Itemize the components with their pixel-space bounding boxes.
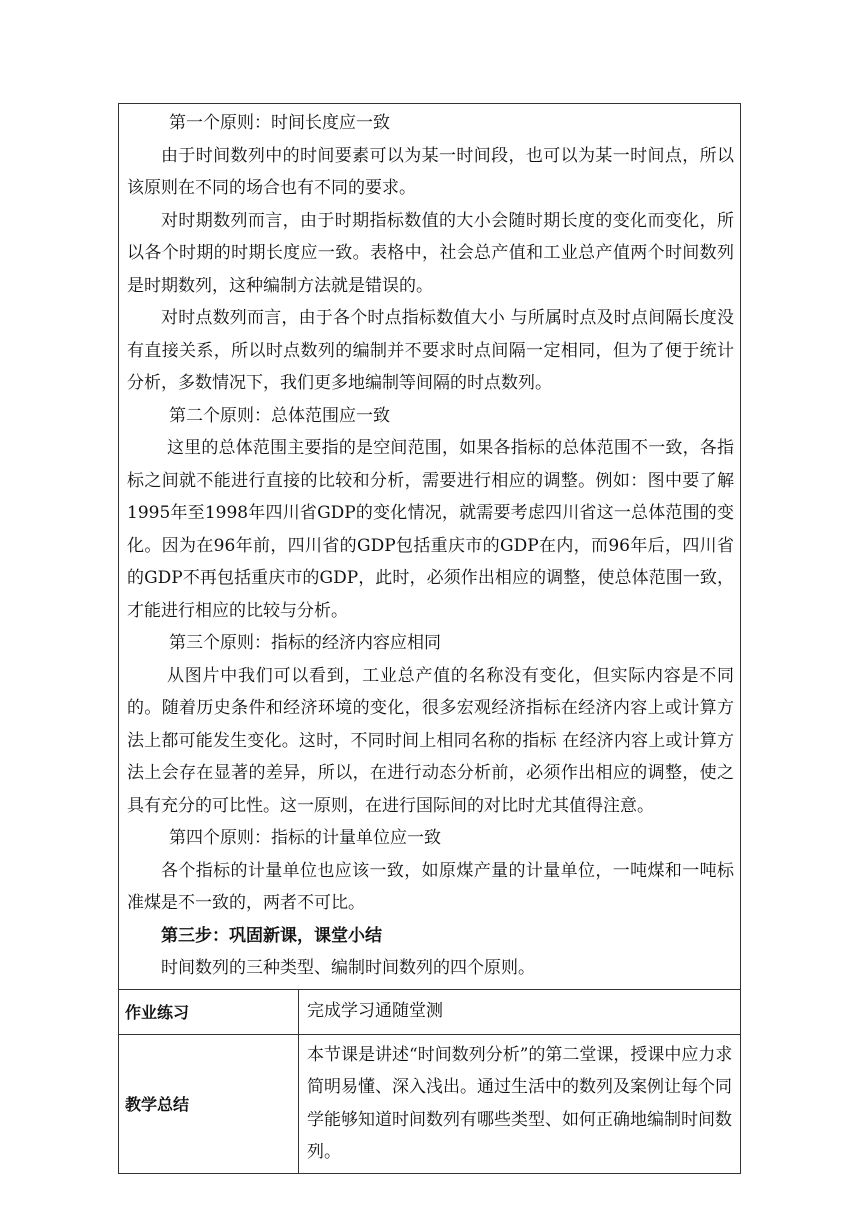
paragraph: 时间数列的三种类型、编制时间数列的四个原则。 [161,958,535,978]
principle-2-heading: 第二个原则：总体范围应一致 [169,405,390,426]
homework-value: 完成学习通随堂测 [307,1001,443,1022]
homework-label: 作业练习 [119,990,299,1034]
principle-1-heading: 第一个原则：时间长度应一致 [169,113,390,133]
summary-label: 教学总结 [119,1035,299,1173]
homework-row [119,989,740,1034]
lesson-content [119,104,740,989]
summary-row [119,1034,740,1173]
paragraph: 由于时间数列中的时间要素可以为某一时间段，也可以为某一时间点，所以该原则在不同的场合也有不同的要求。 [127,145,734,198]
paragraph: 这里的总体范围主要指的是空间范围，如果各指标的总体范围不一致，各指标之间就不能进行直接的比较和分析，需要进行相应的调整。例如：图中要了解1995年至1998年四川省GDP的变化情况，就需要考虑四川省这一总体范围的变化。因为在96年前，四川省的GDP包括重庆市的GDP在内，而96年后，四川省的GDP不再包括重庆市的GDP，此时，必须作出相应的调整，使总体范围一致，才能进行相应的比较与分析。 [127,438,734,621]
paragraph: 各个指标的计量单位也应该一致，如原煤产量的计量单位，一吨煤和一吨标准煤是不一致的，两者不可比。 [127,860,734,913]
summary-value: 本节课是讲述“时间数列分析”的第二堂课，授课中应力求简明易懂、深入浅出。通过生活中的数列及案例让每个同学能够知道时间数列有哪些类型、如何正确地编制时间数列。 [307,1044,733,1162]
paragraph: 从图片中我们可以看到，工业总产值的名称没有变化，但实际内容是不同的。随着历史条件和经济环境的变化，很多宏观经济指标在经济内容上或计算方法上都可能发生变化。这时，不同时间上相同名称的指标 在经济内容上或计算方法上会存在显著的差异，所以，在进行动态分析前，必须作出相应的调整，使之具有充分的可比性。这一原则，在进行国际间的对比时尤其值得注意。 [127,665,734,816]
paragraph: 对时点数列而言，由于各个时点指标数值大小 与所属时点及时点间隔长度没有直接关系，所以时点数列的编制并不要求时点间隔一定相同，但为了便于统计分析，多数情况下，我们更多地编制等间隔的时点数列。 [127,308,734,393]
principle-4-heading: 第四个原则：指标的计量单位应一致 [169,828,441,848]
step-3-heading: 第三步：巩固新课，课堂小结 [161,925,382,946]
lesson-table [118,103,741,1174]
paragraph: 对时期数列而言，由于时期指标数值的大小会随时期长度的变化而变化，所以各个时期的时期长度应一致。表格中，社会总产值和工业总产值两个时间数列是时期数列，这种编制方法就是错误的。 [127,210,734,296]
principle-3-heading: 第三个原则：指标的经济内容应相同 [169,633,441,653]
